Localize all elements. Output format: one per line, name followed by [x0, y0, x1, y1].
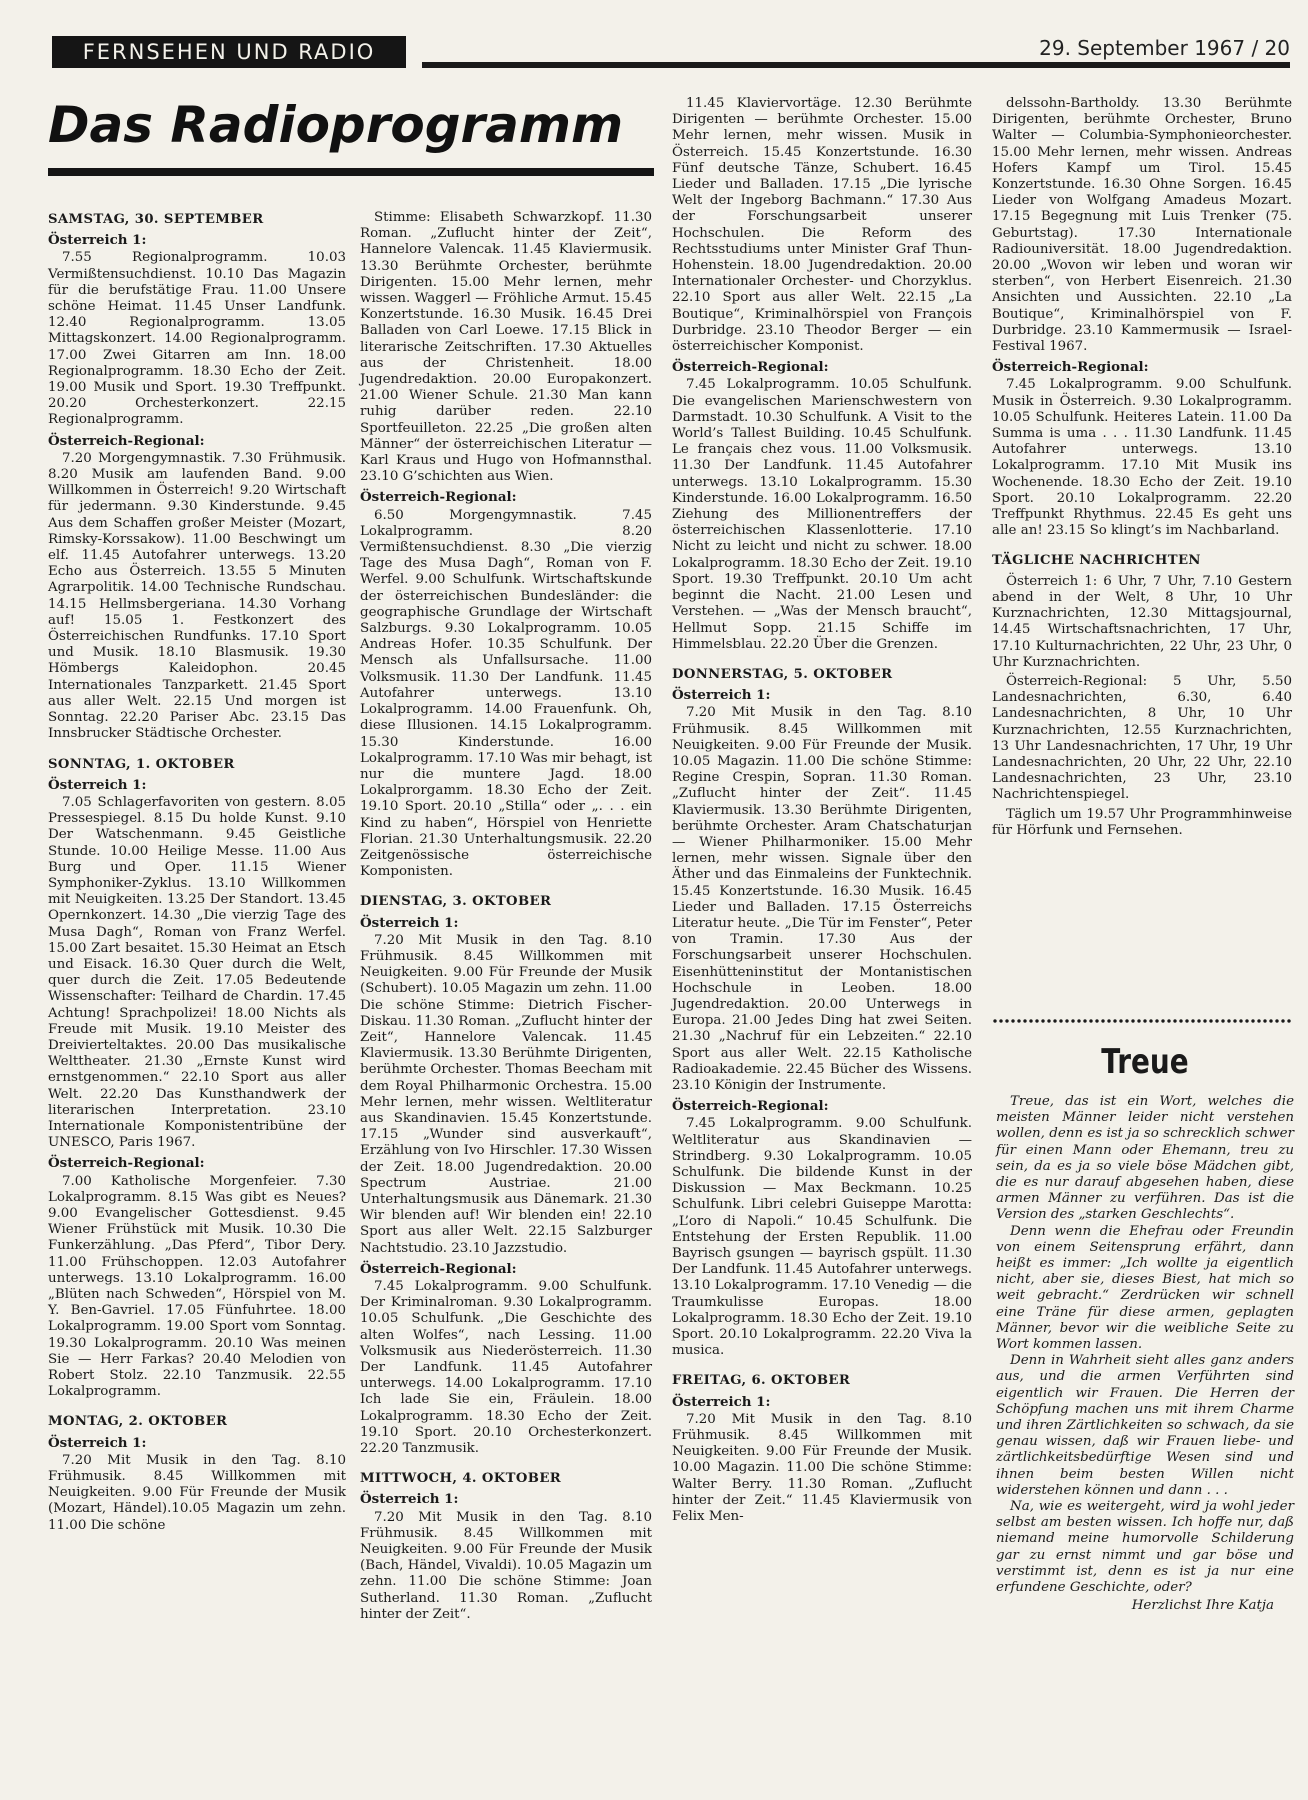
day-heading: DONNERSTAG, 5. OKTOBER	[672, 666, 893, 682]
program-column-1	[48, 212, 346, 1592]
station-heading: Österreich 1:	[48, 232, 147, 249]
program-column-4	[992, 96, 1292, 996]
day-heading: SAMSTAG, 30. SEPTEMBER	[48, 212, 264, 227]
page-headline: Das Radioprogramm	[48, 96, 624, 154]
treue-paragraph: Na, wie es weitergeht, wird ja wohl jeder selbst am besten wissen. Ich hoffe nur, daß niemand meine humorvolle Schilderung gar zu ernst nimmt und gar böse und verstimmt ist, denn es ist ja nur eine erfundene Geschichte, oder?	[996, 1499, 1294, 1596]
program-paragraph: 7.45 Lokalprogramm. 10.05 Schulfunk. Die evangelischen Marienschwestern von Darmstadt. 10.30 Schulfunk. A Visit to the World’s Tallest Building. 10.45 Schulfunk. Le français chez vous. 11.00 Volksmusik. 11.30 Der Landfunk. 11.45 Autofahrer unterwegs. 13.10 Lokalprogramm. 15.30 Kinderstunde. 16.00 Lokalprogramm. 16.50 Ziehung des Millionentreffers der österreichischen Klassenlotterie. 17.10 Nicht zu leicht und nicht zu schwer. 18.00 Lokalprogramm. 18.30 Echo der Zeit. 19.10 Sport. 19.30 Treffpunkt. 20.10 Um acht beginnt die Nacht. 21.00 Lesen und Verstehen. — „Was der Mensch braucht“, Hellmut Sopp. 21.15 Schiffe im Himmelsblau. 22.20 Über die Grenzen.	[672, 377, 972, 652]
station-heading: Österreich-Regional:	[672, 359, 829, 376]
program-paragraph: Stimme: Elisabeth Schwarzkopf. 11.30 Roman. „Zuflucht hinter der Zeit“, Hannelore Valencak. 11.45 Klaviermusik. 13.30 Berühmte Orchester, berühmte Dirigenten. 15.00 Mehr lernen, mehr wissen. Waggerl — Fröhliche Armut. 15.45 Konzertstunde. 16.30 Musik. 16.45 Drei Balladen von Carl Loewe. 17.15 Blick in literarische Zeitschriften. 17.30 Aktuelles aus der Christenheit. 18.00 Jugendredaktion. 20.00 Europakonzert. 21.00 Wiener Schule. 21.30 Man kann ruhig darüber reden. 22.10 Sportfeuilleton. 22.25 „Die großen alten Männer“ der österreichischen Literatur — Karl Kraus und Hugo von Hofmannsthal. 23.10 G’schichten aus Wien.	[360, 210, 652, 485]
station-heading: Österreich-Regional:	[48, 432, 205, 449]
day-heading: DIENSTAG, 3. OKTOBER	[360, 894, 552, 910]
dotted-separator	[992, 1018, 1292, 1024]
program-column-3	[672, 96, 972, 1696]
treue-paragraph: Denn wenn die Ehefrau oder Freundin von einem Seitensprung erfährt, dann heißt es immer: „Ich wollte ja eigentlich nicht, aber sie, dieses Biest, hat mich so weit gebracht.“ Zerdrücken wir schnell eine Träne für diese armen, geplagten Männer, bevor wir die weibliche Seite zu Wort kommen lassen.	[996, 1223, 1294, 1353]
station-heading: Österreich 1:	[360, 1491, 459, 1508]
station-heading: Österreich-Regional:	[360, 1260, 517, 1277]
program-paragraph: 7.45 Lokalprogramm. 9.00 Schulfunk. Musik in Österreich. 9.30 Lokalprogramm. 10.05 Schulfunk. Heiteres Latein. 11.00 Da Summa is uma . . . 11.30 Landfunk. 11.45 Autofahrer unterwegs. 13.10 Lokalprogramm. 17.10 Mit Musik ins Wochenende. 18.30 Echo der Zeit. 19.10 Sport. 20.10 Lokalprogramm. 22.20 Treffpunkt Rhythmus. 22.45 Es geht uns alle an! 23.15 So klingt’s im Nachbarland.	[992, 377, 1292, 539]
treue-paragraph: Denn in Wahrheit sieht alles ganz anders aus, und die armen Verführten sind eigentlich wir Frauen. Die Herren der Schöpfung machen uns mit ihrem Charme und ihren Zärtlichkeiten so schwach, da sie genau wissen, daß wir Frauen liebe- und zärtlichkeitsbedürftige Wesen sind und ihnen beim besten Willen nicht widerstehen können und dann . . .	[996, 1353, 1294, 1498]
program-paragraph: Täglich um 19.57 Uhr Programmhinweise für Hörfunk und Fernsehen.	[992, 806, 1292, 838]
station-heading: Österreich-Regional:	[992, 359, 1149, 376]
treue-signature: Herzlichst Ihre Katja	[1131, 1598, 1274, 1614]
station-heading: Österreich-Regional:	[48, 1155, 205, 1172]
section-badge: FERNSEHEN UND RADIO	[52, 36, 406, 68]
station-heading: Österreich 1:	[672, 687, 771, 704]
day-heading: MITTWOCH, 4. OKTOBER	[360, 1471, 562, 1487]
day-heading: MONTAG, 2. OKTOBER	[48, 1414, 228, 1430]
day-heading: FREITAG, 6. OKTOBER	[672, 1373, 851, 1389]
treue-title: Treue	[1101, 1042, 1189, 1082]
station-heading: Österreich 1:	[48, 776, 147, 793]
program-paragraph: 7.45 Lokalprogramm. 9.00 Schulfunk. Der Kriminalroman. 9.30 Lokalprogramm. 10.05 Schulfunk. „Die Geschichte des alten Wolfes“, nach Lessing. 11.00 Volksmusik aus Niederösterreich. 11.30 Der Landfunk. 11.45 Autofahrer unterwegs. 14.00 Lokalprogramm. 17.10 Ich lade Sie ein, Fräulein. 18.00 Lokalprogramm. 18.30 Echo der Zeit. 19.10 Sport. 20.10 Orchesterkonzert. 22.20 Tanzmusik.	[360, 1279, 652, 1457]
program-paragraph: 7.20 Mit Musik in den Tag. 8.10 Frühmusik. 8.45 Willkommen mit Neuigkeiten. 9.00 Für Freunde der Musik (Schubert). 10.05 Magazin um zehn. 11.00 Die schöne Stimme: Dietrich Fischer-Diskau. 11.30 Roman. „Zuflucht hinter der Zeit“, Hannelore Valencak. 11.45 Klaviermusik. 13.30 Berühmte Dirigenten, berühmte Orchester. Thomas Beecham mit dem Royal Philharmonic Orchestra. 15.00 Mehr lernen, mehr wissen. Weltliteratur aus Skandinavien. 15.45 Konzertstunde. 17.15 „Wunder sind ausverkauft“, Erzählung von Ivo Hirschler. 17.30 Wissen der Zeit. 18.00 Jugendredaktion. 20.00 Spectrum Austriae. 21.00 Unterhaltungsmusik aus Dänemark. 21.30 Wir blenden auf! Wir blenden ein! 22.10 Sport aus aller Welt. 22.15 Salzburger Nachtstudio. 23.10 Jazzstudio.	[360, 932, 652, 1256]
station-heading: Österreich 1:	[48, 1434, 147, 1451]
program-paragraph: 7.20 Mit Musik in den Tag. 8.10 Frühmusik. 8.45 Willkommen mit Neuigkeiten. 9.00 Für Freunde der Musik. 10.00 Magazin. 11.00 Die schöne Stimme: Walter Berry. 11.30 Roman. „Zuflucht hinter der Zeit.“ 11.45 Klaviermusik von Felix Men-	[672, 1411, 972, 1525]
station-heading: Österreich-Regional:	[672, 1098, 829, 1115]
program-paragraph: 7.55 Regionalprogramm. 10.03 Vermißtensuchdienst. 10.10 Das Magazin für die berufstätige Frau. 11.00 Unsere schöne Heimat. 11.45 Unser Landfunk. 12.40 Regionalprogramm. 13.05 Mittagskonzert. 14.00 Regionalprogramm. 17.00 Zwei Gitarren am Inn. 18.00 Regionalprogramm. 18.30 Echo der Zeit. 19.00 Musik und Sport. 19.30 Treffpunkt. 20.20 Orchesterkonzert. 22.15 Regionalprogramm.	[48, 250, 346, 428]
program-paragraph: Österreich-Regional: 5 Uhr, 5.50 Landesnachrichten, 6.30, 6.40 Landesnachrichten, 8 Uhr, 10 Uhr Kurznachrichten, 12.55 Kurznachrichten, 13 Uhr Landesnachrichten, 17 Uhr, 19 Uhr Landesnachrichten, 20 Uhr, 22 Uhr, 22.10 Landesnachrichten, 23 Uhr, 23.10 Nachrichtenspiegel.	[992, 673, 1292, 803]
day-heading: SONNTAG, 1. OKTOBER	[48, 756, 235, 772]
program-paragraph: 7.20 Mit Musik in den Tag. 8.10 Frühmusik. 8.45 Willkommen mit Neuigkeiten. 9.00 Für Freunde der Musik (Mozart, Händel).10.05 Magazin um zehn. 11.00 Die schöne	[48, 1452, 346, 1533]
header-rule	[422, 62, 1290, 68]
program-paragraph: Österreich 1: 6 Uhr, 7 Uhr, 7.10 Gestern abend in der Welt, 8 Uhr, 10 Uhr Kurznachrichten, 12.30 Mittagsjournal, 14.45 Wirtschaftsnachrichten, 17 Uhr, 17.10 Kulturnachrichten, 22 Uhr, 23 Uhr, 0 Uhr Kurznachrichten.	[992, 573, 1292, 670]
issue-dateline: 29. September 1967 / 20	[1039, 36, 1290, 60]
program-paragraph: 7.00 Katholische Morgenfeier. 7.30 Lokalprogramm. 8.15 Was gibt es Neues? 9.00 Evangelischer Gottesdienst. 9.45 Wiener Frühstück mit Musik. 10.30 Die Funkerzählung. „Das Pferd“, Tibor Dery. 11.00 Frühschoppen. 12.03 Autofahrer unterwegs. 13.10 Lokalprogramm. 16.00 „Blüten nach Schweden“, Hörspiel von M. Y. Ben-Gavriel. 17.05 Fünfuhrtee. 18.00 Lokalprogramm. 19.00 Sport vom Sonntag. 19.30 Lokalprogramm. 20.10 Was meinen Sie — Herr Farkas? 20.40 Melodien von Robert Stolz. 22.10 Tanzmusik. 22.55 Lokalprogramm.	[48, 1173, 346, 1400]
station-heading: Österreich-Regional:	[360, 489, 517, 506]
program-paragraph: 7.05 Schlagerfavoriten von gestern. 8.05 Pressespiegel. 8.15 Du holde Kunst. 9.10 Der Watschenmann. 9.45 Geistliche Stunde. 10.00 Heilige Messe. 11.00 Aus Burg und Oper. 11.15 Wiener Symphoniker-Zyklus. 13.10 Willkommen mit Neuigkeiten. 13.25 Der Standort. 13.45 Opernkonzert. 14.30 „Die vierzig Tage des Musa Dagh“, Roman von Franz Werfel. 15.00 Zart besaitet. 15.30 Heimat an Etsch und Eisack. 16.30 Quer durch die Welt, quer durch die Zeit. 17.05 Bedeutende Wissenschafter: Teilhard de Chardin. 17.45 Achtung! Sprachpolizei! 18.00 Nichts als Freude mit Musik. 19.10 Meister des Dreivierteltaktes. 20.00 Das musikalische Welttheater. 21.30 „Ernste Kunst wird ernstgenommen.“ 22.10 Sport aus aller Welt. 22.20 Das Kunsthandwerk der literarischen Interpretation. 23.10 Internationale Komponistentribüne der UNESCO, Paris 1967.	[48, 794, 346, 1151]
program-paragraph: delssohn-Bartholdy. 13.30 Berühmte Dirigenten, berühmte Orchester, Bruno Walter — Columbia-Symphonieorchester. 15.00 Mehr lernen, mehr wissen. Andreas Hofers Kampf um Tirol. 15.45 Konzertstunde. 16.30 Ohne Sorgen. 16.45 Lieder von Wolfgang Amadeus Mozart. 17.15 Begegnung mit Luis Trenker (75. Geburtstag). 17.30 Internationale Radiouniversität. 18.00 Jugendredaktion. 20.00 „Wovon wir leben und woran wir sterben“, von Herbert Eisenreich. 21.30 Ansichten und Aussichten. 22.10 „La Boutique“, Kriminalhörspiel von F. Durbridge. 23.10 Kammermusik — Israel-Festival 1967.	[992, 96, 1292, 355]
station-heading: Österreich 1:	[672, 1393, 771, 1410]
program-paragraph: 11.45 Klaviervortäge. 12.30 Berühmte Dirigenten — berühmte Orchester. 15.00 Mehr lernen, mehr wissen. Musik in Österreich. 15.45 Konzertstunde. 16.30 Fünf deutsche Tänze, Schubert. 16.45 Lieder und Balladen. 17.15 „Die lyrische Welt der Ingeborg Bachmann.“ 17.30 Aus der Forschungsarbeit unserer Hochschulen. Die Reform des Rechtsstudiums unter Minister Graf Thun-Hohenstein. 18.00 Jugendredaktion. 20.00 Internationaler Orchester- und Chorzyklus. 22.10 Sport aus aller Welt. 22.15 „La Boutique“, Kriminalhörspiel von François Durbridge. 23.10 Theodor Berger — ein österreichischer Komponist.	[672, 96, 972, 355]
program-column-2	[360, 210, 652, 1622]
program-paragraph: 7.45 Lokalprogramm. 9.00 Schulfunk. Weltliteratur aus Skandinavien — Strindberg. 9.30 Lokalprogramm. 10.05 Schulfunk. Die bildende Kunst in der Diskussion — Max Beckmann. 10.25 Schulfunk. Libri celebri Guiseppe Marotta: „L’oro di Napoli.“ 10.45 Schulfunk. Die Entstehung der Ersten Republik. 11.00 Bayrisch gsungen — bayrisch gspült. 11.30 Der Landfunk. 11.45 Autofahrer unterwegs. 13.10 Lokalprogramm. 17.10 Venedig — die Traumkulisse Europas. 18.00 Lokalprogramm. 18.30 Echo der Zeit. 19.10 Sport. 20.10 Lokalprogramm. 22.20 Viva la musica.	[672, 1116, 972, 1359]
treue-column	[996, 1094, 1294, 1784]
program-paragraph: 7.20 Mit Musik in den Tag. 8.10 Frühmusik. 8.45 Willkommen mit Neuigkeiten. 9.00 Für Freunde der Musik. 10.05 Magazin. 11.00 Die schöne Stimme: Regine Crespin, Sopran. 11.30 Roman. „Zuflucht hinter der Zeit“. 11.45 Klaviermusik. 13.30 Berühmte Dirigenten, berühmte Orchester. Aram Chatschaturjan — Wiener Philharmoniker. 15.00 Mehr lernen, mehr wissen. Signale über den Äther und das Einmaleins der Funktechnik. 15.45 Konzertstunde. 16.30 Musik. 16.45 Lieder und Balladen. 17.15 Österreichs Literatur heute. „Die Tür im Fenster“, Peter von Tramin. 17.30 Aus der Forschungsarbeit unserer Hochschulen. Eisenhütteninstitut der Montanistischen Hochschule in Leoben. 18.00 Jugendredaktion. 20.00 Unterwegs in Europa. 21.00 Jedes Ding hat zwei Seiten. 21.30 „Nachruf für ein Lebzeiten.“ 22.10 Sport aus aller Welt. 22.15 Katholische Radioakademie. 22.45 Bücher des Wissens. 23.10 Königin der Instrumente.	[672, 705, 972, 1093]
program-paragraph: 6.50 Morgengymnastik. 7.45 Lokalprogramm. 8.20 Vermißtensuchdienst. 8.30 „Die vierzig Tage des Musa Dagh“, Roman von F. Werfel. 9.00 Schulfunk. Wirtschaftskunde der österreichischen Bundesländer: die geographische Grundlage der Wirtschaft Salzburgs. 9.30 Lokalprogramm. 10.05 Andreas Hofer. 10.35 Schulfunk. Der Mensch als Unfallsursache. 11.00 Volksmusik. 11.30 Der Landfunk. 11.45 Autofahrer unterwegs. 13.10 Lokalprogramm. 14.00 Frauenfunk. Oh, diese Illusionen. 14.15 Lokalprogramm. 15.30 Kinderstunde. 16.00 Lokalprogramm. 17.10 Was mir behagt, ist nur die muntere Jagd. 18.00 Lokalprorgamm. 18.30 Echo der Zeit. 19.10 Sport. 20.10 „Stilla“ oder „. . . ein Kind zu haben“, Hörspiel von Henriette Florian. 21.30 Unterhaltungsmusik. 22.20 Zeitgenössische österreichische Komponisten.	[360, 507, 652, 880]
program-paragraph: 7.20 Morgengymnastik. 7.30 Frühmusik. 8.20 Musik am laufenden Band. 9.00 Willkommen in Österreich! 9.20 Wirtschaft für jedermann. 9.30 Kinderstunde. 9.45 Aus dem Schaffen großer Meister (Mozart, Rimsky-Korssakow). 11.00 Beschwingt um elf. 11.45 Autofahrer unterwegs. 13.20 Echo aus Österreich. 13.55 5 Minuten Agrarpolitik. 14.00 Technische Rundschau. 14.15 Hellmsbergeriana. 14.30 Vorhang auf! 15.05 1. Festkonzert des Österreichischen Rundfunks. 17.10 Sport und Musik. 18.10 Blasmusik. 19.30 Hömbergs Kaleidophon. 20.45 Internationales Tanzparkett. 21.45 Sport aus aller Welt. 22.15 Und morgen ist Sonntag. 22.20 Pariser Abc. 23.15 Das Innsbrucker Städtische Orchester.	[48, 450, 346, 742]
program-paragraph: 7.20 Mit Musik in den Tag. 8.10 Frühmusik. 8.45 Willkommen mit Neuigkeiten. 9.00 Für Freunde der Musik (Bach, Händel, Vivaldi). 10.05 Magazin um zehn. 11.00 Die schöne Stimme: Joan Sutherland. 11.30 Roman. „Zuflucht hinter der Zeit“.	[360, 1509, 652, 1622]
headline-rule	[48, 168, 654, 176]
day-heading: TÄGLICHE NACHRICHTEN	[992, 553, 1201, 569]
treue-paragraph: Treue, das ist ein Wort, welches die meisten Männer leider nicht verstehen wollen, denn es ist ja so schrecklich schwer für einen Mann oder Ehemann, treu zu sein, da es ja so viele böse Mädchen gibt, die es nur darauf abgesehen haben, diese armen Männer zu verführen. Das ist die Version des „starken Geschlechts“.	[996, 1094, 1294, 1223]
station-heading: Österreich 1:	[360, 914, 459, 931]
